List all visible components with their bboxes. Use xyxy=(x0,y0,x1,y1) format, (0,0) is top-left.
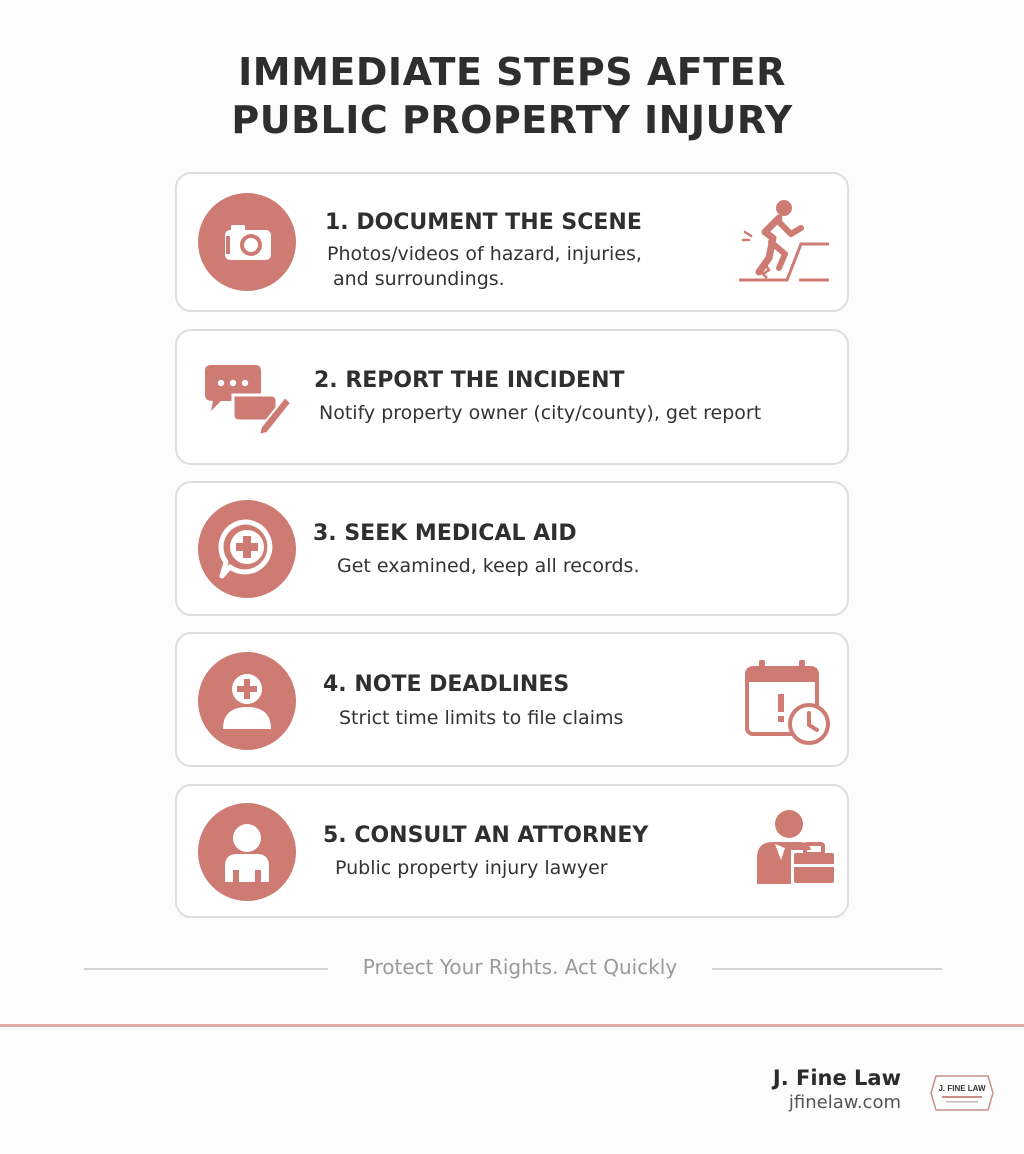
step-description: Public property injury lawyer xyxy=(335,857,608,879)
trip-fall-icon xyxy=(735,198,831,289)
lawyer-briefcase-icon xyxy=(755,808,837,891)
person-icon xyxy=(198,803,296,901)
brand xyxy=(773,1066,901,1113)
step-card-3 xyxy=(175,481,849,616)
tagline: Protect Your Rights. Act Quickly xyxy=(362,955,678,979)
step-card-1 xyxy=(175,172,849,312)
medical-cross-icon xyxy=(198,500,296,598)
step-card-5 xyxy=(175,784,849,918)
brand-name: J. Fine Law xyxy=(772,1066,901,1090)
step-title: 2. REPORT THE INCIDENT xyxy=(314,368,625,393)
brand-url[interactable]: jfinelaw.com xyxy=(788,1092,901,1113)
divider-right xyxy=(712,968,942,970)
step-title: 5. CONSULT AN ATTORNEY xyxy=(323,823,649,848)
divider-left xyxy=(84,968,328,970)
step-description-line-2: and surroundings. xyxy=(333,268,505,290)
logo-text: J. FINE LAW xyxy=(938,1084,986,1093)
person-plus-icon xyxy=(198,652,296,750)
footer-divider xyxy=(0,1024,1024,1027)
step-title: 1. DOCUMENT THE SCENE xyxy=(325,210,642,235)
brand-logo xyxy=(930,1074,994,1117)
step-description-line-1: Photos/videos of hazard, injuries, xyxy=(327,243,642,265)
step-title: 3. SEEK MEDICAL AID xyxy=(313,521,577,546)
step-description: Get examined, keep all records. xyxy=(337,555,640,577)
step-card-4 xyxy=(175,632,849,767)
title-line-1: IMMEDIATE STEPS AFTER xyxy=(238,50,786,94)
calendar-clock-icon xyxy=(743,660,833,753)
step-description: Notify property owner (city/county), get report xyxy=(319,402,762,424)
title-line-2: PUBLIC PROPERTY INJURY xyxy=(231,98,793,142)
step-title: 4. NOTE DEADLINES xyxy=(323,672,570,697)
page-title xyxy=(0,48,1024,144)
camera-icon xyxy=(198,193,296,291)
step-description xyxy=(327,242,642,292)
step-description: Strict time limits to file claims xyxy=(339,707,624,729)
step-card-2 xyxy=(175,329,849,465)
chat-pen-icon xyxy=(203,363,293,440)
